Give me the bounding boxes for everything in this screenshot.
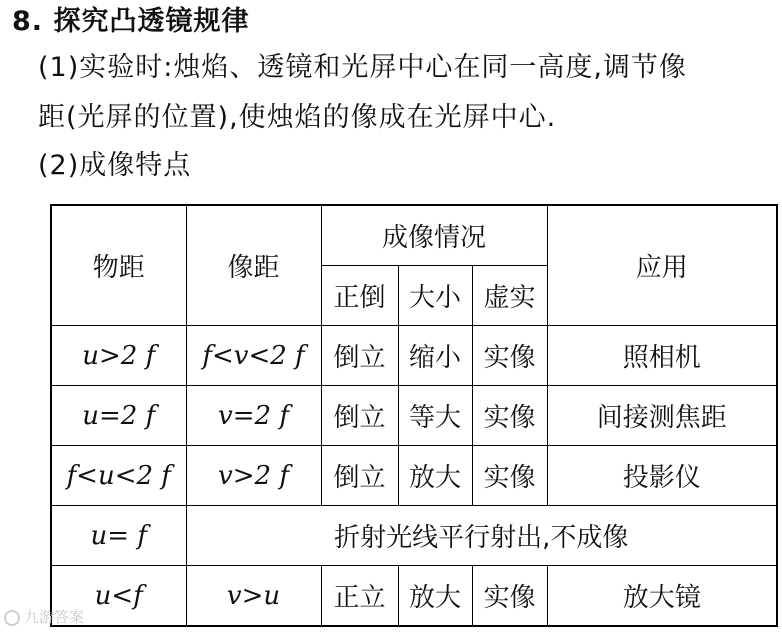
cell-size: 等大 (398, 386, 472, 446)
table-row (51, 326, 777, 386)
cell-application: 投影仪 (547, 446, 777, 506)
cell-orientation: 倒立 (321, 386, 398, 446)
header-imaging: 成像情况 (321, 205, 547, 266)
header-orientation: 正倒 (321, 266, 398, 326)
section-heading: 8. 探究凸透镜规律 (12, 6, 250, 37)
cell-orientation: 正立 (321, 566, 398, 627)
header-object-distance: 物距 (51, 205, 186, 326)
header-image-distance: 像距 (186, 205, 321, 326)
cell-image-distance: f<v<2 f (186, 326, 321, 386)
cell-nature: 实像 (472, 446, 547, 506)
cell-size: 缩小 (398, 326, 472, 386)
watermark-logo-icon (4, 610, 20, 626)
cell-nature: 实像 (472, 566, 547, 627)
watermark-text: 九游答案 (24, 608, 85, 626)
cell-nature: 实像 (472, 386, 547, 446)
cell-object-distance: u=2 f (51, 386, 186, 446)
cell-object-distance: u>2 f (51, 326, 186, 386)
header-application: 应用 (547, 205, 777, 326)
cell-application: 间接测焦距 (547, 386, 777, 446)
cell-application: 放大镜 (547, 566, 777, 627)
cell-object-distance: u<f (51, 566, 186, 627)
table-row (51, 386, 777, 446)
table-row (51, 506, 777, 566)
cell-image-distance: v>u (186, 566, 321, 627)
cell-orientation: 倒立 (321, 446, 398, 506)
lens-imaging-table (50, 204, 778, 627)
cell-orientation: 倒立 (321, 326, 398, 386)
header-nature: 虚实 (472, 266, 547, 326)
cell-image-distance: v>2 f (186, 446, 321, 506)
cell-image-distance: v=2 f (186, 386, 321, 446)
experiment-note-line-1: (1)实验时:烛焰、透镜和光屏中心在同一高度,调节像 (38, 52, 687, 83)
table-header-row (51, 205, 777, 266)
cell-size: 放大 (398, 446, 472, 506)
experiment-note-line-2: 距(光屏的位置),使烛焰的像成在光屏中心. (38, 102, 557, 133)
imaging-features-title: (2)成像特点 (38, 150, 192, 181)
cell-size: 放大 (398, 566, 472, 627)
table-row (51, 446, 777, 506)
table-row (51, 566, 777, 627)
header-size: 大小 (398, 266, 472, 326)
watermark (4, 606, 84, 627)
cell-object-distance: f<u<2 f (51, 446, 186, 506)
cell-merged-no-image: 折射光线平行射出,不成像 (186, 506, 777, 566)
cell-application: 照相机 (547, 326, 777, 386)
cell-object-distance: u= f (51, 506, 186, 566)
cell-nature: 实像 (472, 326, 547, 386)
